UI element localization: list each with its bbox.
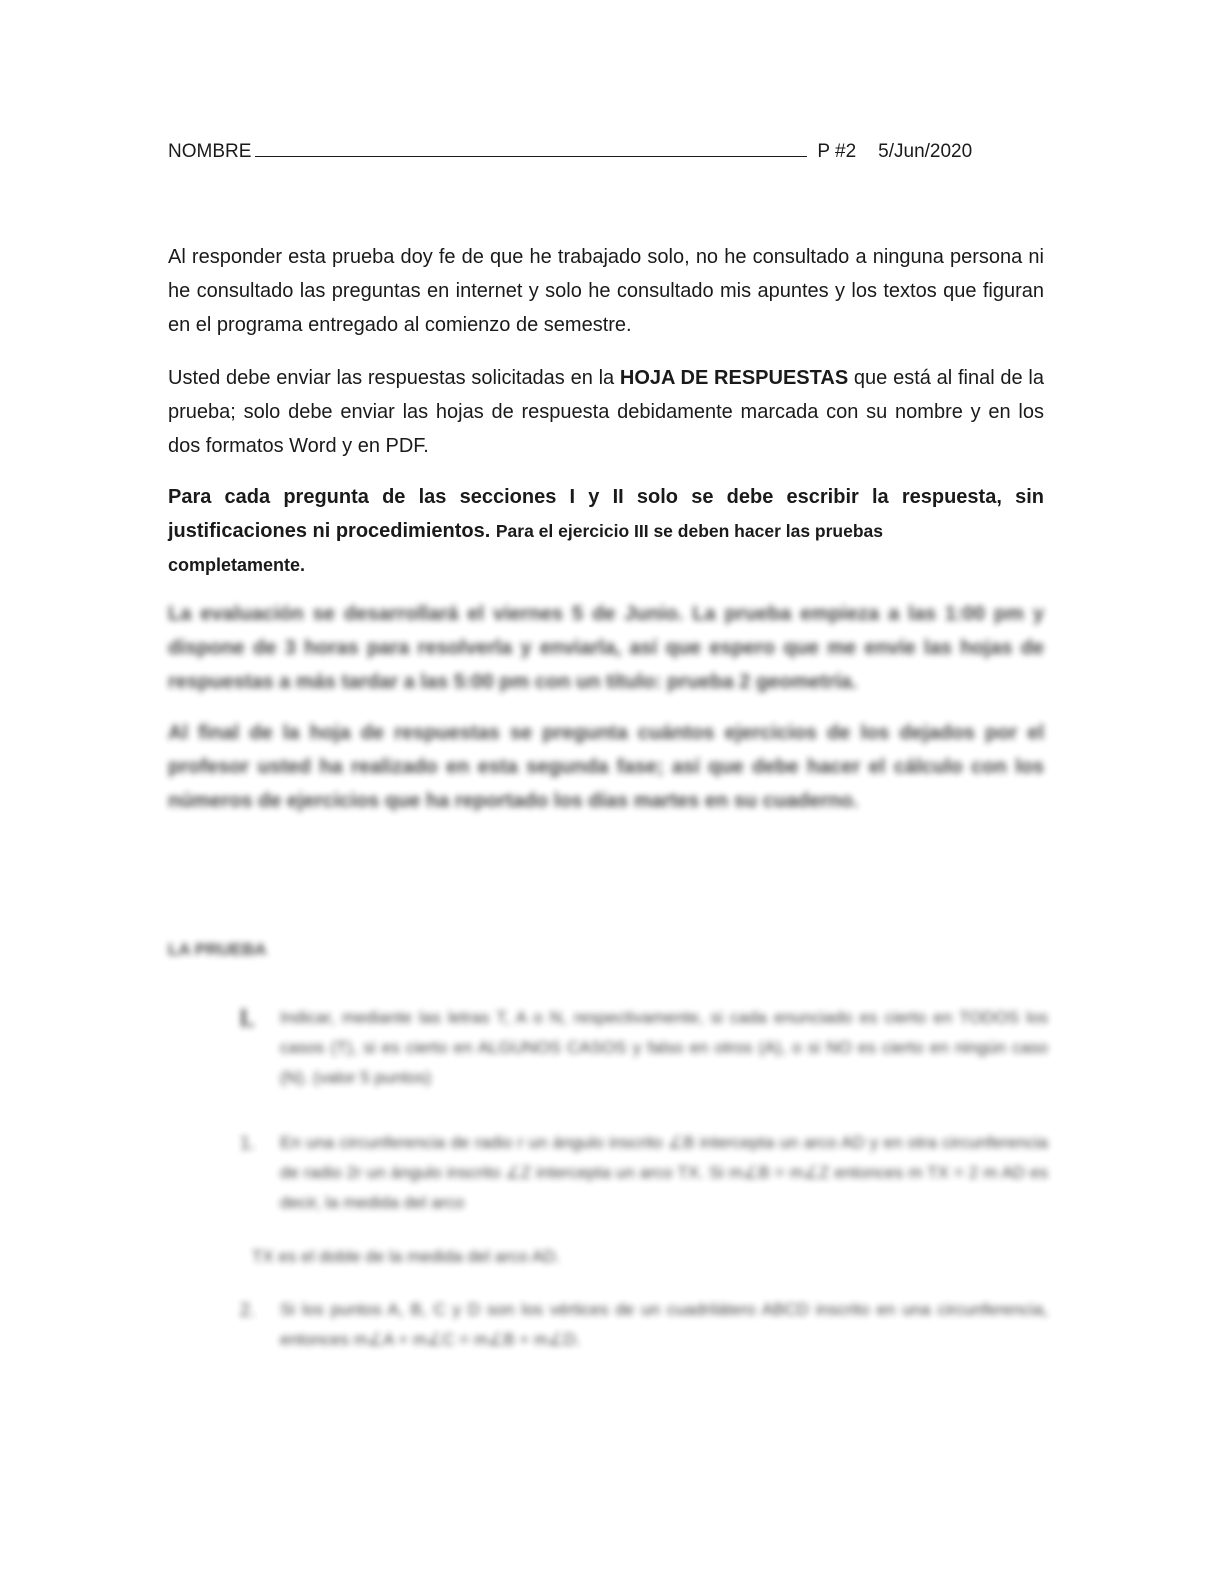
question-continuation <box>252 1242 1060 1272</box>
item-text: TX es el doble de la medida del arco AD. <box>252 1247 561 1266</box>
nombre-label: NOMBRE <box>168 141 252 162</box>
question-item <box>240 1295 1048 1355</box>
submission-instructions <box>168 361 1044 463</box>
item-text: Si los puntos A, B, C y D son los vértices de un cuadrilátero ABCD inscrito en una circunferencia, entonces m∠A + m∠C = m∠B + m∠D. <box>280 1300 1048 1349</box>
answer-rules-part3: completamente. <box>168 555 306 575</box>
item-number: 2. <box>240 1300 256 1320</box>
answer-sheet-label: HOJA DE RESPUESTAS <box>619 367 849 389</box>
submission-text-end: que está al final de la prueba; solo debe enviar las hojas de respuesta debidamente marcada con su nombre y en los dos formatos Word y en PDF. <box>168 367 1044 457</box>
submission-text-start: Usted debe enviar las respuestas solicitadas en la <box>168 367 620 389</box>
item-number: I. <box>240 1003 255 1033</box>
item-text: En una circunferencia de radio r un ángulo inscrito ∠B intercepta un arco AD y en otra circunferencia de radio 2r un ángulo inscrito ∠Z intercepta un arco TX. Si m∠B = m∠Z entonces m TX = 2 m AD es decir, la medida del arco <box>280 1133 1048 1212</box>
answer-rules <box>168 480 1044 582</box>
answer-rules-part2: Para el ejercicio III se deben hacer las pruebas <box>495 521 884 541</box>
question-item <box>240 1128 1048 1218</box>
section-label: LA PRUEBA <box>168 940 267 959</box>
evaluation-schedule: La evaluación se desarrollará el viernes 5 de Junio. La prueba empieza a las 1:00 pm y dispone de 3 horas para resolverla y enviarla, así que espero que me envíe las hojas de respuestas a más tardar a las 5:00 pm con un título: prueba 2 geometría. <box>168 603 1044 693</box>
exercise-count-note: Al final de la hoja de respuestas se pregunta cuántos ejercicios de los dejados por el profesor usted ha realizado en esta segunda fase; así que debe hacer el cálculo con los números de ejercicios que ha reportado los días martes en su cuaderno. <box>168 722 1044 812</box>
prueba-number: P #2 <box>817 141 857 162</box>
exam-date: 5/Jun/2020 <box>878 141 973 162</box>
name-underline <box>255 140 807 157</box>
item-number: 1. <box>240 1133 256 1153</box>
honor-statement: Al responder esta prueba doy fe de que he trabajado solo, no he consultado a ninguna persona ni he consultado las preguntas en internet y solo he consultado mis apuntes y los textos que figuran en el programa entregado al comienzo de semestre. <box>168 246 1044 336</box>
answer-rules-part1: Para cada pregunta de las secciones I y II solo se debe escribir la respuesta, sin justificaciones ni procedimientos. <box>168 486 1044 542</box>
item-text: Indicar, mediante las letras T, A o N, respectivamente, si cada enunciado es cierto en TODOS los casos (T), si es cierto en ALGUNOS CASOS y falso en otros (A), o si NO es cierto en ningún caso (N). (valor 5 puntos) <box>280 1008 1048 1087</box>
header-line <box>168 140 1048 163</box>
section-item <box>240 1003 1048 1093</box>
